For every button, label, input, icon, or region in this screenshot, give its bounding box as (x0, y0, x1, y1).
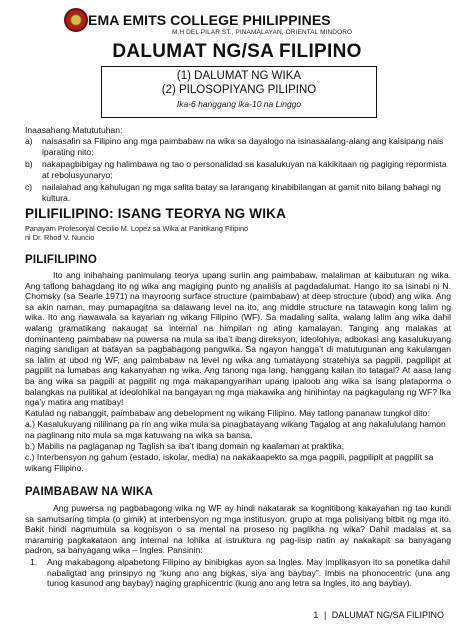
document-title: DALUMAT NG/SA FILIPINO (112, 41, 362, 62)
item-text: Ang makabagong alpabetong Filipino ay binibigkas ayon sa Ingles. May implikasyon ito sa ponetika dahil nabaligtad ang prinsipyo ng “kung ano ang bigkas, siya ang baybay”. Imbis na phonocentric (una ang tunog kasunod ang baybay) naging graphicentric (kung ano ang letra sa Ingles, ito ang baybay). (47, 557, 450, 589)
viewpoint-item: c.) Interbensyon ng gahum (estado, iskolar, media) na nakakaapekto sa mga pagpili, pagpilipit at pagpilit sa wikang Filipino. (25, 452, 434, 473)
footer-label: DALUMAT NG/SA FILIPINO (331, 610, 444, 620)
objective-item (25, 136, 451, 157)
objective-item (25, 182, 451, 203)
viewpoint-item: a.) Kasalukuyang nililinang pa rin ang wika mula sa pinagbatayang wikang Tagalog at ang nakalululang hamon na paglinang nito mula sa mga katuwang na wika sa bansa, (25, 419, 446, 440)
section-heading: PAIMBABAW NA WIKA (25, 486, 153, 498)
school-address: M.H DEL PILAR ST., PINAMALAYAN, ORIENTAL MINDORO (172, 29, 353, 36)
body-paragraph: Ito ang inihahaing panimulang teorya upang suriin ang paimbabaw, malaliman at kaibuturan ng wika. Ang tatlong bahagdang ito ng wika ang magiging punto ng analisis at pagdadalumat. Hango ito sa isinabi ni N. Chomsky (sa Searle 1971) na mayroong surface structure (paimbabaw) at deep structure (ubod) ang wika. Ang sa akin naman, may pumapagitna sa dalawang level na ito, ang middle structure na tatawagin kong lalim ng wika. Ito ang nawawala sa kayarian ng wikang Filipino (WF). Sa madaling salita, walang lalim ang wika dahil walang gramatikang nakaugat sa internal na himpilan ng ating kamalayan. Tanging ang malakas at dominanteng paimbabaw na puwersa na mula sa iba’t ibang direksyon, ideolohiya, adbokasi ang kasalukuyang naging sandigan at batayan sa pagbabagong pangwika. Sa ngayon hangga’t di matutugunan ang kakulangan sa lalim at ubod ng WF, ang paimbabaw na level ng wika ang tumatayong stratehiya sa pagpili, pagpilipit at pagpilit na lumabas ang kakanyahan ng wika. Ang tanong nga lang, hanggang kailan ito tatagal? At aasa lang ba ang wika sa pagpili at pagpilit ng mga makapangyarihan upang ipaloob ang wika sa isang plataporma o balangkas na pulitikal at ideolohikal na bangayan ng mga makawika ang hinihintay na pagkagulang ng WF? Ika nga’y matira ang matibay! (25, 270, 451, 408)
page-number: 1 (313, 610, 319, 620)
body-paragraph: Ang puwersa ng pagbabagong wika ng WF ay hindi nakatarak sa kognitibong kakayahan ng tao kundi sa samutsaring timpla (o gimik) at interbensyon ng mga institusyon, grupo at mga polisiyang bitbit ng mga ito. Bakit hindi nagmumula sa kognisyon o sa mental na proseso ng paglikha ng wika? Dahil madalas at sa maraming pagkakataon ang internal na lohika at istruktura ng pag-iisip natin ay nakakapit sa banyagang padron, sa banyagang wika – Ingles. Pansinin: (25, 503, 451, 556)
objective-letter: b) (25, 159, 33, 169)
page-footer: 1 | DALUMAT NG/SA FILIPINO (313, 610, 444, 620)
topic-schedule: Ika-6 hanggang ika-10 na Linggo (176, 99, 302, 109)
school-seal-icon (64, 8, 88, 32)
lecture-source: Panayam Profesoryal Cecilio M. Lopez sa Wika at Panitikang Filipino (25, 224, 249, 233)
school-name: EMA EMITS COLLEGE PHILIPPINES (88, 12, 331, 28)
lecture-author: ni Dr. Rhod V. Nuncio (25, 233, 95, 242)
section-heading: PILIFILIPINO: ISANG TEORYA NG WIKA (25, 206, 287, 221)
numbered-item (30, 557, 450, 589)
objective-text: nailalahad ang kahulugan ng mga salita batay sa larangang kinabibilangan at gamit nito bilang bahagi ng kultura. (42, 182, 441, 203)
topic-line-2: (2) PILOSOPIYANG PILIPINO (161, 84, 317, 96)
topic-line-1: (1) DALUMAT NG WIKA (176, 70, 302, 82)
section-heading: PILIFILIPINO (25, 254, 98, 266)
list-intro: Katulad ng nabanggit, paimbabaw ang debelopment ng wikang Filipino. May tatlong pananaw tungkol dito: (25, 408, 430, 418)
objective-item (25, 159, 451, 180)
item-number: 1. (30, 557, 38, 567)
topic-box (101, 66, 377, 118)
viewpoint-item: b.) Mabilis na paglaganap ng Taglish sa iba’t ibang domain ng kaalaman at praktika, (25, 441, 344, 451)
objectives-intro: Inaasahang Matututuhan: (25, 125, 123, 135)
objective-letter: c) (25, 182, 33, 192)
objective-letter: a) (25, 136, 33, 146)
objective-text: nakapagbibigay ng halimbawa ng tao o personalidad sa kasalukuyan na kakikitaan ng pagiging repormista at rebolusyunaryo; (42, 159, 447, 180)
objective-text: naisasalin sa Filipino ang mga paimbabaw na wika sa dayalogo na isinasaalang-alang ang kaisipang nais iparating nito; (42, 136, 444, 157)
